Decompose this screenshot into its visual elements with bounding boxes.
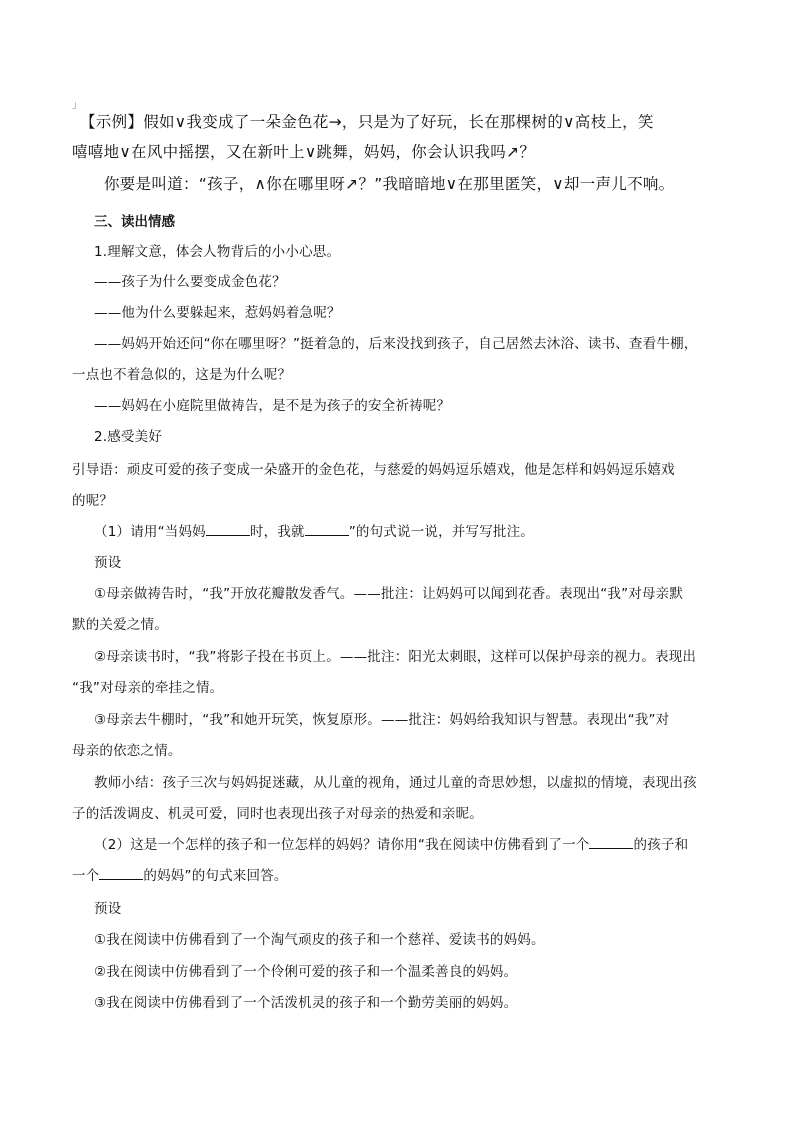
preset-label-2: 预设: [94, 901, 122, 917]
task-1: [94, 520, 534, 540]
answer-2-line-2: “我”对母亲的牵挂之情。: [72, 680, 224, 696]
example-line-3: 你要是叫道：“孩子，∧你在哪里呀↗？”我暗暗地∨在那里匿笑，∨却一声儿不响。: [104, 175, 675, 193]
preset-label-1: 预设: [94, 555, 122, 571]
task-1-mid: 时，我就: [249, 524, 305, 540]
example-line-1: 【示例】假如∨我变成了一朵金色花→，只是为了好玩，长在那棵树的∨高枝上，笑: [80, 113, 654, 131]
answer-b1: ①我在阅读中仿佛看到了一个淘气顽皮的孩子和一个慈祥、爱读书的妈妈。: [94, 932, 545, 948]
fill-blank: [305, 523, 349, 536]
answer-3-line-1: ③母亲去牛棚时，“我”和她开玩笑，恢复原形。——批注：妈妈给我知识与智慧。表现出“我”对: [94, 712, 670, 728]
intro-line-1: 引导语：顽皮可爱的孩子变成一朵盛开的金色花，与慈爱的妈妈逗乐嬉戏，他是怎样和妈妈逗乐嬉戏: [72, 462, 675, 478]
summary-line-2: 子的活泼调皮、机灵可爱，同时也表现出孩子对母亲的热爱和亲昵。: [72, 806, 483, 822]
summary-line-1: 教师小结：孩子三次与妈妈捉迷藏，从儿童的视角，通过儿童的奇思妙想，以虚拟的情境，表现出孩: [94, 775, 697, 791]
answer-2-line-1: ②母亲读书时，“我”将影子投在书页上。——批注：阳光太刺眼，这样可以保护母亲的视力。表现出: [94, 649, 697, 665]
intro-line-2: 的呢？: [72, 493, 114, 509]
answer-1-line-1: ①母亲做祷告时，“我”开放花瓣散发香气。——批注：让妈妈可以闻到花香。表现出“我”对母亲默: [94, 586, 684, 602]
task-2-mid: 的孩子和: [633, 837, 689, 853]
task-2-line2-prefix: 一个: [72, 868, 100, 884]
answer-b3: ③我在阅读中仿佛看到了一个活泼机灵的孩子和一个勤劳美丽的妈妈。: [94, 995, 518, 1011]
section-heading: 三、读出情感: [94, 214, 175, 230]
task-2-line-1: [94, 833, 688, 853]
answer-3-line-2: 母亲的依恋之情。: [72, 743, 182, 759]
task-1-suffix: ”的句式说一说，并写写批注。: [348, 524, 534, 540]
task-1-prefix: （1）请用“当妈妈: [94, 524, 206, 540]
question-3-line-2: 一点也不着急似的，这是为什么呢？: [72, 367, 292, 383]
question-1: ——孩子为什么要变成金色花？: [94, 274, 286, 290]
question-3-line-1: ——妈妈开始还问“你在哪里呀？”挺着急的，后来没找到孩子，自己居然去沐浴、读书、查看牛棚，: [94, 336, 698, 352]
fill-blank: [589, 836, 633, 849]
answer-b2: ②我在阅读中仿佛看到了一个伶俐可爱的孩子和一个温柔善良的妈妈。: [94, 964, 518, 980]
task-2-line2-suffix: 的妈妈”的句式来回答。: [143, 868, 288, 884]
sub1-title: 1.理解文意，体会人物背后的小小心思。: [94, 244, 341, 260]
answer-1-line-2: 默的关爱之情。: [72, 617, 168, 633]
sub2-title: 2.感受美好: [94, 429, 163, 445]
example-line-2: 嘻嘻地∨在风中摇摆，又在新叶上∨跳舞，妈妈，你会认识我吗↗？: [72, 143, 536, 161]
question-4: ——妈妈在小庭院里做祷告，是不是为孩子的安全祈祷呢？: [94, 398, 451, 414]
question-2: ——他为什么要躲起来，惹妈妈着急呢？: [94, 305, 341, 321]
fill-blank: [99, 867, 143, 880]
task-2-line-2: [72, 864, 288, 884]
task-2-prefix: （2）这是一个怎样的孩子和一位怎样的妈妈？请你用“我在阅读中仿佛看到了一个: [94, 837, 590, 853]
corner-mark: 」: [72, 100, 82, 111]
fill-blank: [206, 523, 250, 536]
